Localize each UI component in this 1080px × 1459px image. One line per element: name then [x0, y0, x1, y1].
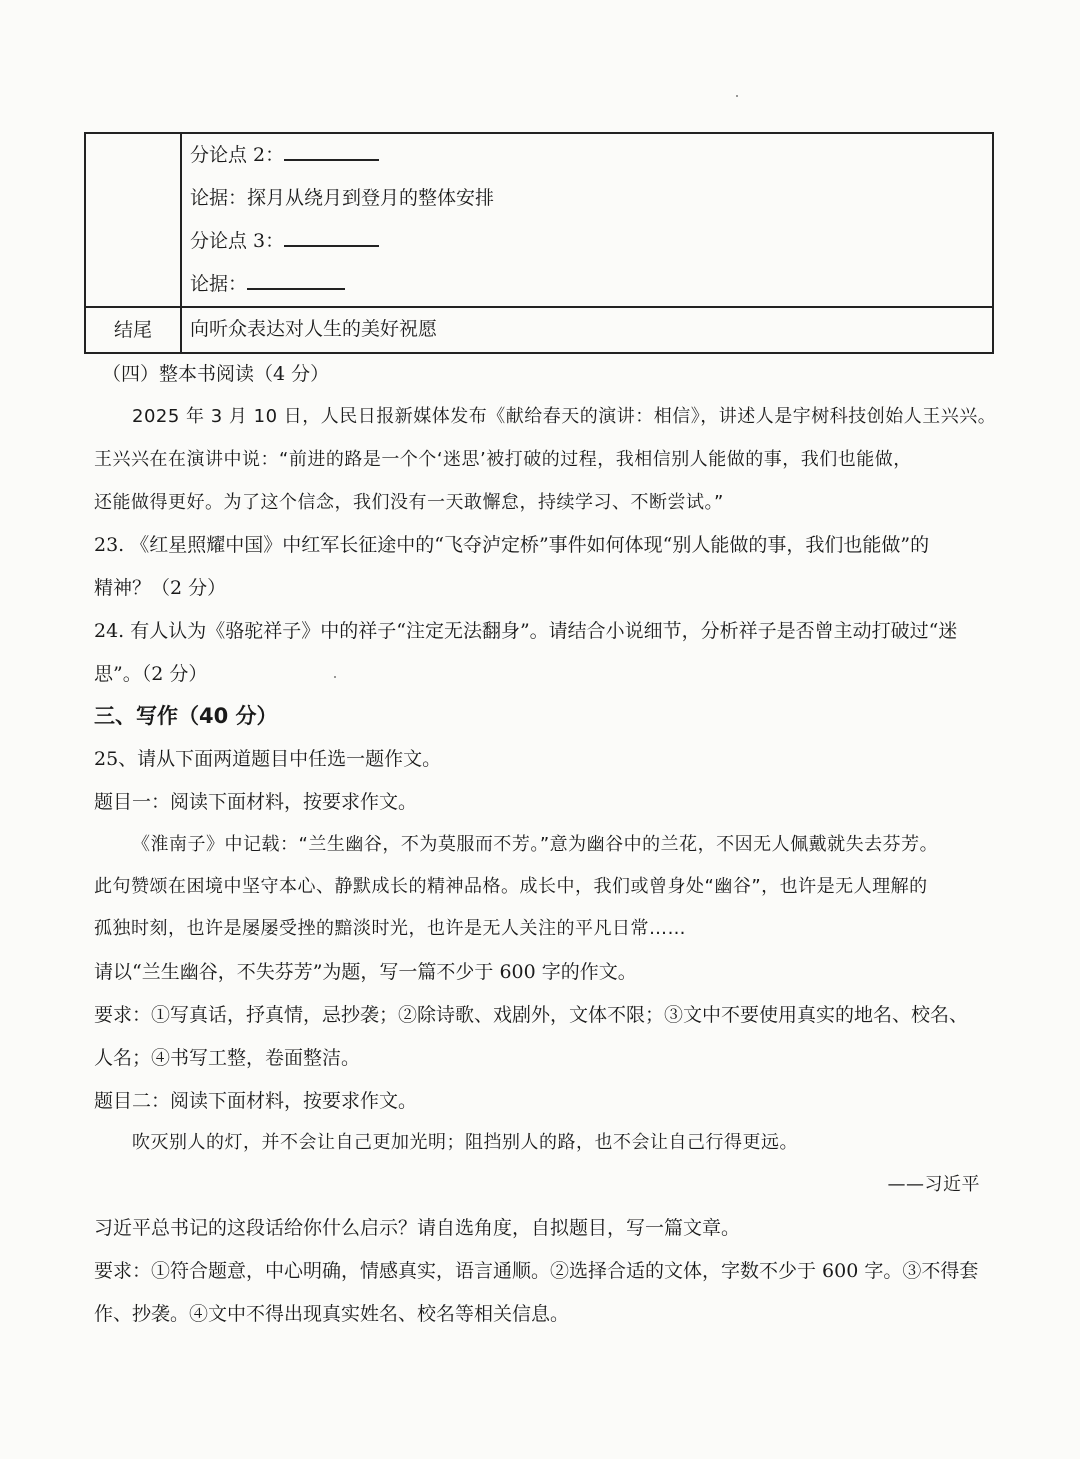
answer-blank[interactable]	[284, 137, 379, 161]
evidence-line: 论据：探月从绕月到登月的整体安排	[190, 187, 495, 209]
topic-2-attribution: ——习近平	[887, 1174, 980, 1195]
table-row	[85, 133, 993, 307]
section-heading: （四）整本书阅读（4 分）	[102, 363, 330, 385]
topic-1-prompt: 请以“兰生幽谷，不失芬芳”为题，写一篇不少于 600 字的作文。	[94, 961, 637, 983]
answer-blank[interactable]	[247, 266, 345, 290]
speech-outline-table	[84, 132, 994, 354]
topic-1-material: 《淮南子》中记载：“兰生幽谷，不为莫服而不芳。”意为幽谷中的兰花，不因无人佩戴就失去芬芳。	[132, 834, 939, 855]
question-25: 25、请从下面两道题目中任选一题作文。	[94, 748, 442, 770]
evidence-line	[190, 263, 992, 306]
topic-1-requirements: 要求：①写真话，抒真情，忌抄袭；②除诗歌、戏剧外，文体不限；③文中不要使用真实的地名、校名、	[94, 1004, 969, 1026]
topic-2-title: 题目二：阅读下面材料，按要求作文。	[94, 1090, 418, 1112]
topic-1-title: 题目一：阅读下面材料，按要求作文。	[94, 791, 418, 813]
topic-1-material: 孤独时刻，也许是屡屡受挫的黯淡时光，也许是无人关注的平凡日常……	[94, 918, 686, 939]
sub-point-3-line	[190, 220, 992, 263]
topic-2-requirements: 作、抄袭。④文中不得出现真实姓名、校名等相关信息。	[94, 1303, 570, 1325]
topic-1-requirements: 人名；④书写工整，卷面整洁。	[94, 1047, 361, 1069]
answer-blank[interactable]	[284, 223, 379, 247]
topic-2-prompt: 习近平总书记的这段话给你什么启示？请自选角度，自拟题目，写一篇文章。	[94, 1217, 741, 1239]
topic-1-material: 此句赞颂在困境中坚守本心、静默成长的精神品格。成长中，我们或曾身处“幽谷”，也许是无人理解的	[94, 876, 928, 897]
topic-2-requirements: 要求：①符合题意，中心明确，情感真实，语言通顺。②选择合适的文体，字数不少于 600 字。③不得套	[94, 1260, 979, 1282]
table-row	[85, 307, 993, 353]
row-content-ending: 向听众表达对人生的美好祝愿	[181, 307, 993, 353]
question-23: 23. 《红星照耀中国》中红军长征途中的“飞夺泸定桥”事件如何体现“别人能做的事，我们也能做”的	[94, 534, 930, 556]
material-paragraph: 还能做得更好。为了这个信念，我们没有一天敢懈怠，持续学习、不断尝试。”	[94, 492, 724, 513]
row-content	[181, 133, 993, 307]
topic-2-quote: 吹灭别人的灯，并不会让自己更加光明；阻挡别人的路，也不会让自己行得更远。	[132, 1132, 798, 1153]
material-paragraph: 王兴兴在在演讲中说：“前进的路是一个个‘迷思’被打破的过程，我相信别人能做的事，我们也能做，	[94, 449, 912, 470]
evidence-label: 论据：	[190, 273, 248, 295]
question-24: 24. 有人认为《骆驼祥子》中的祥子“注定无法翻身”。请结合小说细节，分析祥子是否曾主动打破过“迷	[94, 620, 958, 642]
question-23: 精神？（2 分）	[94, 577, 227, 599]
sub-point-2-label: 分论点 2：	[190, 144, 285, 166]
sub-point-2-line	[190, 134, 992, 177]
row-label-empty	[85, 133, 181, 307]
row-label-ending: 结尾	[85, 307, 181, 353]
writing-section-heading: 三、写作（40 分）	[94, 704, 278, 728]
material-paragraph: 2025 年 3 月 10 日，人民日报新媒体发布《献给春天的演讲：相信》，讲述人是宇树科技创始人王兴兴。	[132, 406, 997, 427]
sub-point-3-label: 分论点 3：	[190, 230, 285, 252]
scan-speck	[736, 95, 738, 97]
question-24: 思”。（2 分）	[94, 663, 208, 685]
